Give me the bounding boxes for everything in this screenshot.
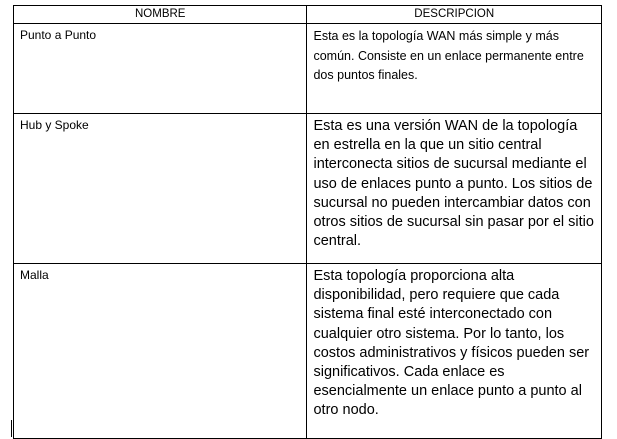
table-header-row (14, 6, 602, 24)
row-name-cell: Punto a Punto (14, 24, 307, 114)
header-name: NOMBRE (14, 6, 307, 24)
row-description-cell: Esta es la topología WAN más simple y más común. Consiste en un enlace permanente entre dos puntos finales. (307, 24, 602, 114)
table-row (14, 114, 602, 264)
table-row (14, 264, 602, 439)
header-description: DESCRIPCION (307, 6, 602, 24)
row-description-cell: Esta es una versión WAN de la topología en estrella en la que un sitio central interconecta sitios de sucursal mediante el uso de enlaces punto a punto. Los sitios de sucursal no pueden intercambiar datos con otros sitios de sucursal sin pasar por el sitio central. (307, 114, 602, 264)
topology-table (13, 5, 602, 439)
table-row (14, 24, 602, 114)
row-name-cell: Malla (14, 264, 307, 439)
row-description-cell: Esta topología proporciona alta disponibilidad, pero requiere que cada sistema final esté interconectado con cualquier otro sistema. Por lo tanto, los costos administrativos y físicos pueden ser significativos. Cada enlace es esencialmente un enlace punto a punto al otro nodo. (307, 264, 602, 439)
page-edge-line (11, 420, 12, 437)
row-name-cell: Hub y Spoke (14, 114, 307, 264)
